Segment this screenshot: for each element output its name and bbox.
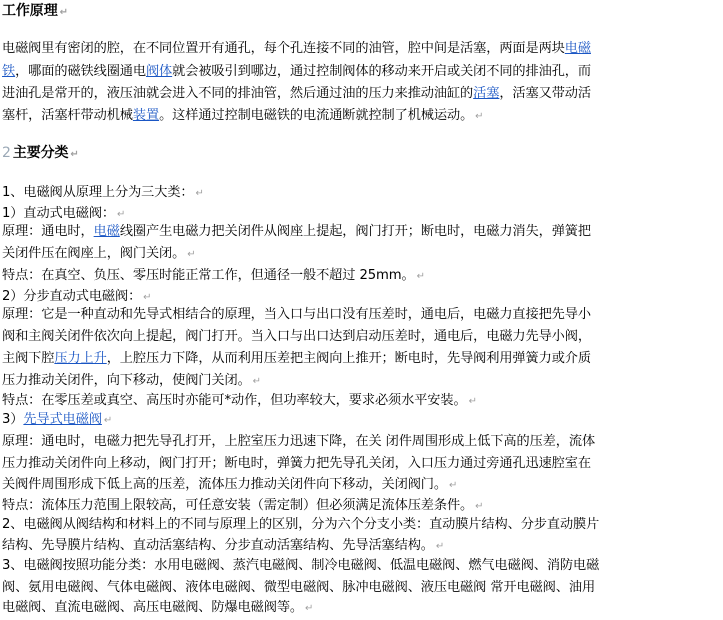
body-line: 关闭件压在阀座上，阀门关闭。 ↵ bbox=[2, 246, 196, 261]
link-tie[interactable]: 铁 bbox=[2, 64, 16, 79]
paragraph-mark-icon: ↵ bbox=[475, 111, 484, 122]
body-line: 原理：它是一种直动和先导式相结合的原理，当入口与出口没有压差时，通电后，电磁力直接把先导小 bbox=[2, 307, 591, 322]
body-line: 铁，哪面的磁铁线圈通电阀体就会被吸引到哪边，通过控制阀体的移动来开启或关闭不同的排油孔，而 bbox=[2, 64, 591, 79]
paragraph-mark-icon: ↵ bbox=[468, 396, 477, 407]
body-line: 关阀件周围形成下低上高的压差，流体压力推动关闭件向下移动，关闭阀门。 ↵ bbox=[2, 477, 458, 492]
body-line: 进油孔是常开的，液压油就会进入不同的排油管，然后通过油的压力来推动油缸的活塞，活塞又带动活 bbox=[2, 86, 591, 101]
body-line: 压力推动关闭件向上移动，阀门打开；断电时，弹簧力把先导孔关闭，入口压力通过旁通孔迅速腔室在 bbox=[2, 456, 591, 471]
link-fati[interactable]: 阀体 bbox=[145, 64, 173, 79]
body-line: 主阀下腔压力上升，上腔压力下降，从而利用压差把主阀向上推开；断电时，先导阀利用弹簧力或介质 bbox=[2, 351, 591, 366]
link-dianci[interactable]: 电磁 bbox=[564, 41, 591, 56]
body-line: 压力推动关闭件，向下移动，使阀门关闭。 ↵ bbox=[2, 373, 261, 388]
link-zhuangzhi[interactable]: 装置 bbox=[132, 108, 160, 123]
paragraph-mark-icon: ↵ bbox=[435, 541, 445, 552]
paragraph-mark-icon: ↵ bbox=[475, 501, 484, 512]
body-line: 阀、氨用电磁阀、气体电磁阀、液体电磁阀、微型电磁阀、脉冲电磁阀、液压电磁阀 常开电磁阀、油用 bbox=[2, 580, 596, 595]
link-xiandaoshi[interactable]: 先导式电磁阀 bbox=[23, 412, 102, 427]
paragraph-mark-icon: ↵ bbox=[103, 415, 113, 426]
body-line: 原理：通电时，电磁线圈产生电磁力把关闭件从阀座上提起，阀门打开；断电时，电磁力消失，弹簧把 bbox=[2, 224, 591, 239]
link-yaliup[interactable]: 压力上升 bbox=[54, 351, 107, 366]
section-heading: 2 主要分类 ↵ bbox=[2, 145, 79, 161]
body-line: 阀和主阀关闭件依次向上提起，阀门打开。当入口与出口达到启动压差时，通电后，电磁力先导小阀， bbox=[2, 329, 591, 344]
body-line: 1）直动式电磁阀： ↵ bbox=[2, 206, 126, 221]
body-line: 特点：在真空、负压、零压时能正常工作，但通径一般不超过 25mm。 ↵ bbox=[2, 268, 425, 283]
body-line: 电磁阀、直流电磁阀、高压电磁阀、防爆电磁阀等。 ↵ bbox=[2, 600, 314, 615]
body-line: 结构、先导膜片结构、直动活塞结构、分步直动活塞结构、先导活塞结构。 ↵ bbox=[2, 538, 445, 553]
paragraph-mark-icon: ↵ bbox=[187, 249, 196, 260]
body-line: 电磁阀里有密闭的腔，在不同位置开有通孔，每个孔连接不同的油管，腔中间是活塞，两面是两块电磁 bbox=[2, 41, 591, 56]
body-line: 特点：流体压力范围上限较高，可任意安装（需定制）但必须满足流体压差条件。 ↵ bbox=[2, 498, 484, 513]
body-line: 2）分步直动式电磁阀： ↵ bbox=[2, 289, 152, 304]
body-line: 3）先导式电磁阀 ↵ bbox=[2, 412, 113, 427]
paragraph-mark-icon: ↵ bbox=[143, 292, 152, 303]
paragraph-mark-icon: ↵ bbox=[117, 209, 126, 220]
link-huosai[interactable]: 活塞 bbox=[473, 86, 500, 101]
link-dianci-2[interactable]: 电磁 bbox=[93, 224, 120, 239]
body-line: 1、电磁阀从原理上分为三大类： ↵ bbox=[2, 185, 204, 200]
paragraph-mark-icon: ↵ bbox=[59, 7, 68, 18]
section-heading: 工作原理 ↵ bbox=[2, 3, 68, 19]
body-line: 2、电磁阀从阀结构和材料上的不同与原理上的区别，分为六个分支小类：直动膜片结构、分步直动膜片 bbox=[2, 517, 600, 532]
paragraph-mark-icon: ↵ bbox=[252, 376, 261, 387]
paragraph-mark-icon: ↵ bbox=[70, 149, 79, 160]
paragraph-mark-icon: ↵ bbox=[195, 188, 204, 199]
body-line: 特点：在零压差或真空、高压时亦能可*动作，但功率较大，要求必须水平安装。 ↵ bbox=[2, 393, 477, 408]
body-line: 原理：通电时，电磁力把先导孔打开，上腔室压力迅速下降，在关 闭件周围形成上低下高的压差，流体 bbox=[2, 434, 596, 449]
body-line: 塞杆，活塞杆带动机械装置。这样通过控制电磁铁的电流通断就控制了机械运动。 ↵ bbox=[2, 108, 484, 123]
paragraph-mark-icon: ↵ bbox=[305, 603, 314, 614]
paragraph-mark-icon: ↵ bbox=[416, 271, 425, 282]
paragraph-mark-icon: ↵ bbox=[448, 480, 458, 491]
body-line: 3、电磁阀按照功能分类：水用电磁阀、蒸汽电磁阀、制冷电磁阀、低温电磁阀、燃气电磁阀、消防电磁 bbox=[2, 558, 600, 573]
